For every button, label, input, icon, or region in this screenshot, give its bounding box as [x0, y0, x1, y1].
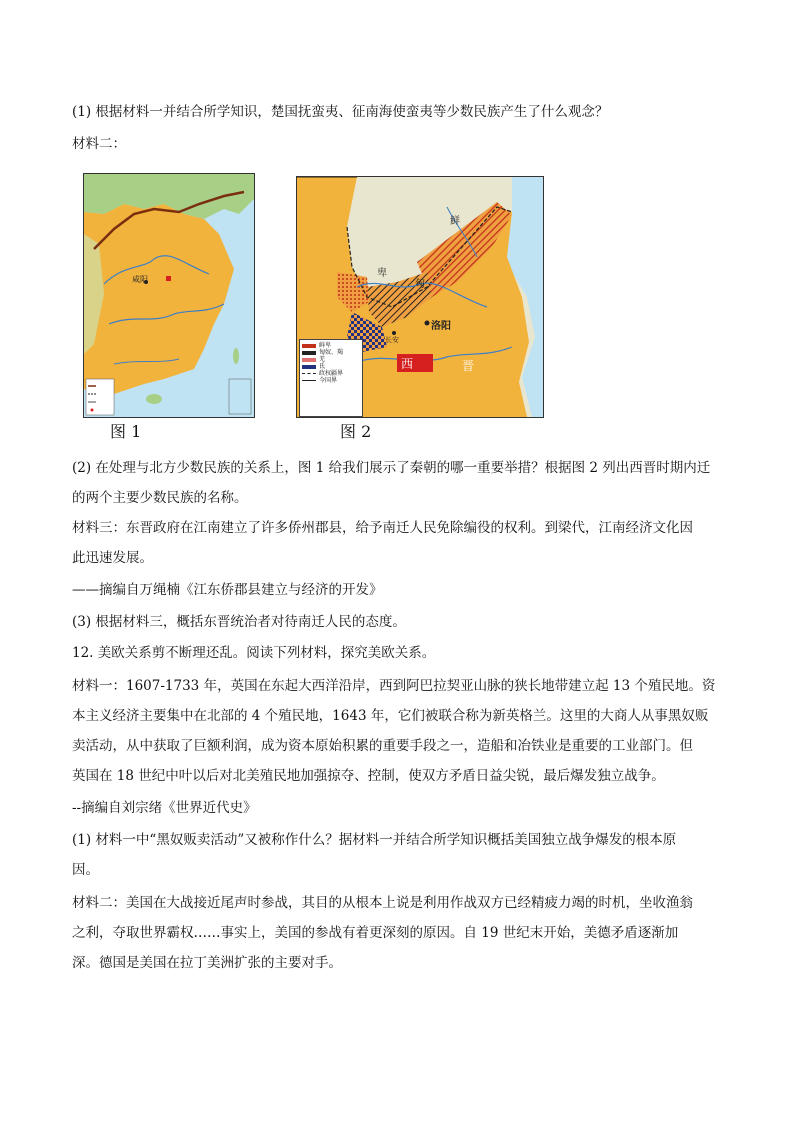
xian-label: 鲜 — [450, 216, 460, 227]
bei-label: 卑 — [377, 268, 387, 279]
changan-label: 长安 — [385, 336, 399, 344]
question-11-2-line-1: (2) 在处理与北方少数民族的关系上，图 1 给我们展示了秦朝的哪一重要举措？根据图 2 列出西晋时期内迁 — [72, 460, 711, 476]
legend-item: 氐 — [300, 363, 362, 370]
q12-material-1-source: --摘编自刘宗绪《世界近代史》 — [72, 800, 257, 816]
legend-item: 羌 — [300, 356, 362, 363]
figure-1-map — [83, 173, 255, 418]
figure-2-legend — [299, 339, 363, 417]
q12-material-1-line-3: 卖活动，从中获取了巨额利润，成为资本原始积累的重要手段之一，造船和冶铁业是重要的工业部门。但 — [72, 738, 693, 754]
figure-1-caption: 图 1 — [110, 422, 142, 441]
luoyang-label: 洛阳 — [431, 321, 451, 332]
question-12-1-line-1: (1) 材料一中“黑奴贩卖活动”又被称作什么？据材料一并结合所学知识概括美国独立战争爆发的根本原 — [72, 832, 677, 848]
material-3-source: ——摘编自万绳楠《江东侨郡县建立与经济的开发》 — [72, 582, 383, 598]
q12-material-1-line-1: 材料一：1607-1733 年，英国在东起大西洋沿岸，西到阿巴拉契亚山脉的狭长地带建立起 13 个殖民地。资 — [72, 678, 716, 694]
legend-item: 匈奴、羯 — [300, 349, 362, 356]
capital-label: 咸阳 — [132, 275, 148, 284]
q12-material-2-line-3: 深。德国是美国在拉丁美洲扩张的主要对手。 — [72, 955, 342, 971]
nu-label: 匈 — [415, 279, 425, 290]
qin-territory-map-image — [84, 174, 254, 417]
question-11-1: (1) 根据材料一并结合所学知识，楚国抚蛮夷、征南海使蛮夷等少数民族产生了什么观念？ — [72, 104, 609, 120]
q12-material-1-line-4: 英国在 18 世纪中叶以后对北美殖民地加强掠夺、控制，使双方矛盾日益尖锐，最后爆发独立战争。 — [72, 768, 665, 784]
material-2-label: 材料二： — [72, 136, 126, 152]
q12-material-1-line-2: 本主义经济主要集中在北部的 4 个殖民地，1643 年，它们被联合称为新英格兰。这里的大商人从事黑奴贩 — [72, 708, 709, 724]
question-11-3: (3) 根据材料三，概括东晋统治者对待南迁人民的态度。 — [72, 614, 406, 630]
legend-item: 今国界 — [300, 377, 362, 384]
question-12-1-line-2: 因。 — [72, 862, 99, 878]
xi-label: 西 — [401, 357, 414, 371]
figure-2-map — [296, 176, 544, 418]
material-3-line-1: 材料三：东晋政府在江南建立了许多侨州郡县，给予南迁人民免除编役的权利。到梁代，江南经济文化因 — [72, 520, 693, 536]
figure-2-caption: 图 2 — [340, 422, 372, 441]
material-3-line-2: 此迅速发展。 — [72, 550, 153, 566]
q12-material-2-line-2: 之利，夺取世界霸权……事实上，美国的参战有着更深刻的原因。自 19 世纪末开始，美德矛盾逐渐加 — [72, 925, 679, 941]
question-11-2-line-2: 的两个主要少数民族的名称。 — [72, 490, 248, 506]
question-12-title: 12. 美欧关系剪不断理还乱。阅读下列材料，探究美欧关系。 — [72, 645, 436, 661]
jin-label: 晋 — [462, 359, 475, 373]
q12-material-2-line-1: 材料二：美国在大战接近尾声时参战，其目的从根本上说是利用作战双方已经精疲力竭的时机，坐收渔翁 — [72, 895, 693, 911]
legend-item: 政权疆界 — [300, 370, 362, 377]
legend-item: 鲜卑 — [300, 342, 362, 349]
